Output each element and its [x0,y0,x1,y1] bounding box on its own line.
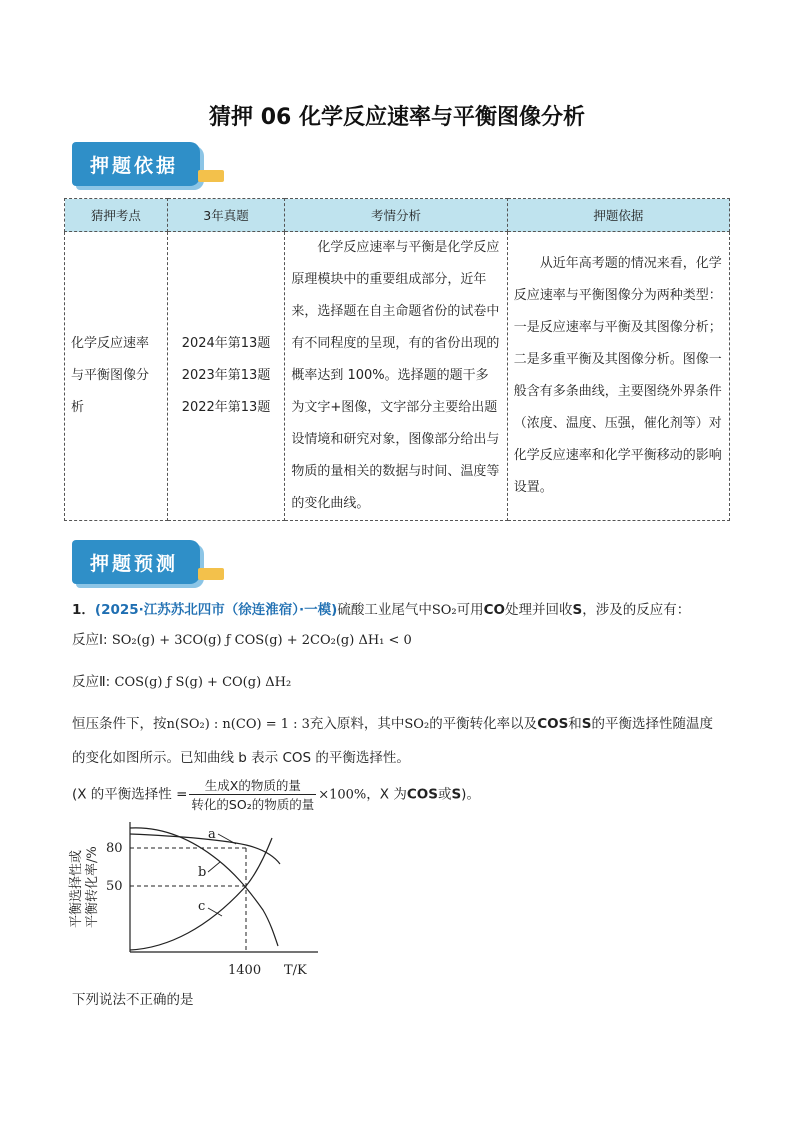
basis-banner-label: 押题依据 [90,155,179,177]
table-header: 押题依据 [507,199,729,232]
banner-tab-icon [198,170,224,182]
basis-table [64,198,730,521]
reaction-equation: COS(g) ƒ S(g) + CO(g) ΔH₂ [114,675,292,690]
curve-label: b [198,865,207,880]
percent-factor: ×100% [318,787,367,803]
reaction-equation: SO₂(g) + 3CO(g) ƒ COS(g) + 2CO₂(g) ΔH₁ < 0 [111,633,412,648]
mole-ratio: n(SO₂) : n(CO) = 1 : 3 [166,717,310,732]
formula-s: S [451,786,462,803]
question-text: ，X 为 [366,786,407,803]
table-header: 考情分析 [285,199,507,232]
fraction-denominator: 转化的SO₂的物质的量 [191,797,315,812]
formula-s: S [581,716,592,732]
question-text: )。 [461,786,480,803]
forecast-banner-label: 押题预测 [90,553,179,575]
question-source: (2025·江苏苏北四市（徐连淮宿）·一模) [94,602,338,618]
basis-cell: 从近年高考题的情况来看，化学反应速率与平衡图像分为两种类型：一是反应速率与平衡及其图像分析；二是多重平衡及其图像分析。图像一般含有多条曲线，主要图绕外界条件（浓度、温度、压强，催化剂等）对化学反应速率和化学平衡移动的影响设置。 [507,232,729,521]
year-item: 2023年第13题 [181,368,271,383]
formula-co: CO [483,602,505,618]
question-text: (X 的平衡选择性 = [72,786,188,803]
table-header: 3年真题 [167,199,285,232]
question-prompt: 下列说法不正确的是 [72,992,194,1008]
y-axis-label-2: 平衡转化率/% [85,846,100,928]
selectivity-fraction [189,776,316,813]
y-tick-label: 80 [106,841,123,856]
question-text: 的平衡转化率以及 [429,716,538,732]
question-text: 恒压条件下，按 [72,716,167,732]
question-text: ，涉及的反应有： [582,602,691,618]
question-text: 的平衡选择性随温度 [591,716,714,732]
formula-cos: COS [537,716,569,732]
table-row [65,232,730,521]
formula-cos: COS [406,786,438,803]
year-item: 2022年第13题 [181,400,271,415]
topic-cell: 化学反应速率与平衡图像分析 [65,232,168,521]
question-text: 硫酸工业尾气中 [337,602,432,618]
y-axis-label: 平衡选择性或 [69,849,84,928]
condition-line [72,712,713,732]
year-item: 2024年第13题 [181,336,271,351]
reaction-label: 反应Ⅱ: [72,674,111,690]
leader-line [208,862,220,872]
leader-line [218,834,236,844]
question-text: 充入原料，其中 [309,716,405,732]
selectivity-definition [72,776,480,813]
question-number: 1． [72,602,95,618]
question-text: 可用 [456,602,484,618]
table-header: 猜押考点 [65,199,168,232]
question-text: 处理并回收 [505,602,573,618]
reaction-label: 反应Ⅰ: [72,632,108,648]
x-tick-label: 1400 [228,963,262,978]
forecast-banner [72,540,222,590]
question-text: 或 [437,786,452,803]
formula-so2: SO₂ [404,717,430,732]
curve-label: a [208,827,216,842]
x-axis-label: T/K [284,963,307,978]
years-cell [167,232,285,521]
fraction-numerator: 生成X的物质的量 [189,776,316,795]
document-title: 猜押 06 化学反应速率与平衡图像分析 [209,105,585,130]
selectivity-chart [68,818,328,978]
banner-tab-icon [198,568,224,580]
reaction-2 [72,670,291,690]
formula-so2: SO₂ [431,603,457,618]
condition-line-2: 的变化如图所示。已知曲线 b 表示 COS 的平衡选择性。 [72,750,410,766]
basis-banner [72,142,222,192]
question-text: 和 [568,716,582,732]
y-tick-label: 50 [106,879,123,894]
analysis-cell: 化学反应速率与平衡是化学反应原理模块中的重要组成部分，近年来，选择题在自主命题省份的试卷中有不同程度的呈现，有的省份出现的概率达到 100%。选择题的题干多为文字+图像，文字部分主要给出题设情境和研究对象，图像部分给出与物质的量相关的数据与时间、温度等的变化曲线。 [285,232,507,521]
curve-b [130,828,278,946]
question-intro [72,598,690,618]
reaction-1 [72,628,412,648]
curve-a [130,834,280,864]
curve-label: c [198,899,206,914]
formula-s: S [572,602,583,618]
